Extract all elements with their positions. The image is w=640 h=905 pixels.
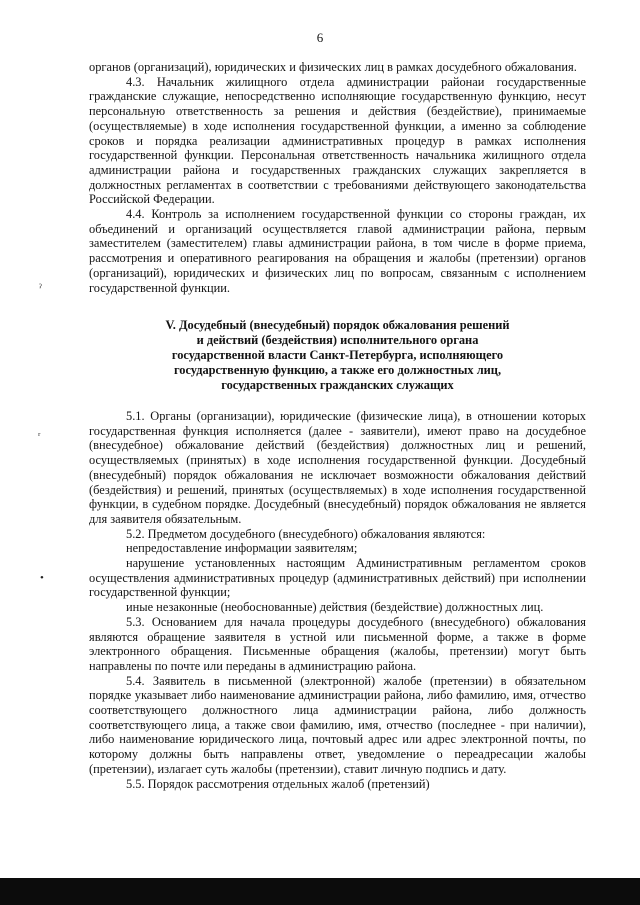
paragraph-5-1: 5.1. Органы (организации), юридические (физические лица), в отношении которых государственная функция исполняется (далее - заявители), имеют право на досудебное (внесудебное) обжалование действий (бездействия) должностных лиц и решений, осуществляемых (принятых) в ходе исполнения государственной функции. Досудебный (внесудебный) порядок обжалования не исключает возможности обжалования действий (бездействия) и решений, принятых (осуществляемых) в ходе исполнения государственной функции, в судебном порядке. Досудебный (внесудебный) порядок обжалования не является для заявителя обязательным. xyxy=(89,409,586,526)
scan-speck: ˀ xyxy=(39,282,42,294)
paragraph-4-4: 4.4. Контроль за исполнением государственной функции со стороны граждан, их объединений и организаций осуществляется главой администрации района, первым заместителем (заместителем) главы администрации района, в том числе в форме приема, рассмотрения и оперативного реагирования на обращения и жалобы (претензии) органов (организаций), юридических и физических лиц по вопросам, связанным с исполнением государственной функции. xyxy=(89,207,586,295)
list-item-5-2-2: нарушение установленных настоящим Административным регламентом сроков осуществления административных процедур (административных действий) при исполнении государственной функции; xyxy=(89,556,586,600)
heading-line: государственной власти Санкт-Петербурга, исполняющего xyxy=(171,347,504,362)
paragraph-5-2: 5.2. Предметом досудебного (внесудебного) обжалования являются: xyxy=(126,526,486,541)
page-number: 6 xyxy=(316,30,324,45)
paragraph-5-5: 5.5. Порядок рассмотрения отдельных жалоб (претензий) xyxy=(126,776,430,791)
section-4-text xyxy=(89,60,586,295)
list-item-5-2-3: иные незаконные (необоснованные) действия (бездействие) должностных лиц. xyxy=(126,600,544,615)
paragraph-continuation: органов (организаций), юридических и физических лиц в рамках досудебного обжалования. xyxy=(89,60,577,74)
paragraph-4-3: 4.3. Начальник жилищного отдела администрации районаи государственные гражданские служащие, непосредственно исполняющие государственную функцию, несут персональную ответственность за решения и действия (бездействие), принимаемые (осуществляемые) в ходе исполнения государственной функции, а именно за соблюдение сроков и порядка реализации административных процедур в рамках исполнения государственной функции. Персональная ответственность начальника жилищного отдела администрации района и государственных гражданских служащих закрепляется в должностных регламентах в соответствии с требованиями действующего законодательства Российской Федерации. xyxy=(89,74,586,207)
heading-line: и действий (бездействия) исполнительного органа xyxy=(196,332,479,347)
scan-speck: • xyxy=(40,572,44,584)
paragraph-5-3: 5.3. Основанием для начала процедуры досудебного (внесудебного) обжалования являются обращение заявителя в устной или письменной форме, а также в форме электронного обращения. Письменные обращения (жалобы, претензии) могут быть направлены по почте или переданы в администрацию района. xyxy=(89,614,586,673)
heading-line: государственных гражданских служащих xyxy=(221,377,454,392)
section-5-heading xyxy=(89,318,586,393)
scan-speck: ʳ xyxy=(38,430,41,442)
paragraph-5-4: 5.4. Заявитель в письменной (электронной) жалобе (претензии) в обязательном порядке указывает либо наименование администрации района, либо фамилию, имя, отчество соответствующего должностного лица администрации района, либо должность соответствующего лица, а также свои фамилию, имя, отчество (последнее - при наличии), либо наименование юридического лица, почтовый адрес или адрес электронной почты, по которому должны быть направлены ответ, уведомление о переадресации жалобы (претензии), излагает суть жалобы (претензии), ставит личную подпись и дату. xyxy=(89,673,586,776)
heading-line: государственную функцию, а также его должностных лиц, xyxy=(173,362,502,377)
list-item-5-2-1: непредоставление информации заявителям; xyxy=(126,541,358,556)
scan-border-bottom xyxy=(0,878,640,905)
heading-line: V. Досудебный (внесудебный) порядок обжалования решений xyxy=(165,318,510,332)
section-5-text xyxy=(89,409,586,791)
